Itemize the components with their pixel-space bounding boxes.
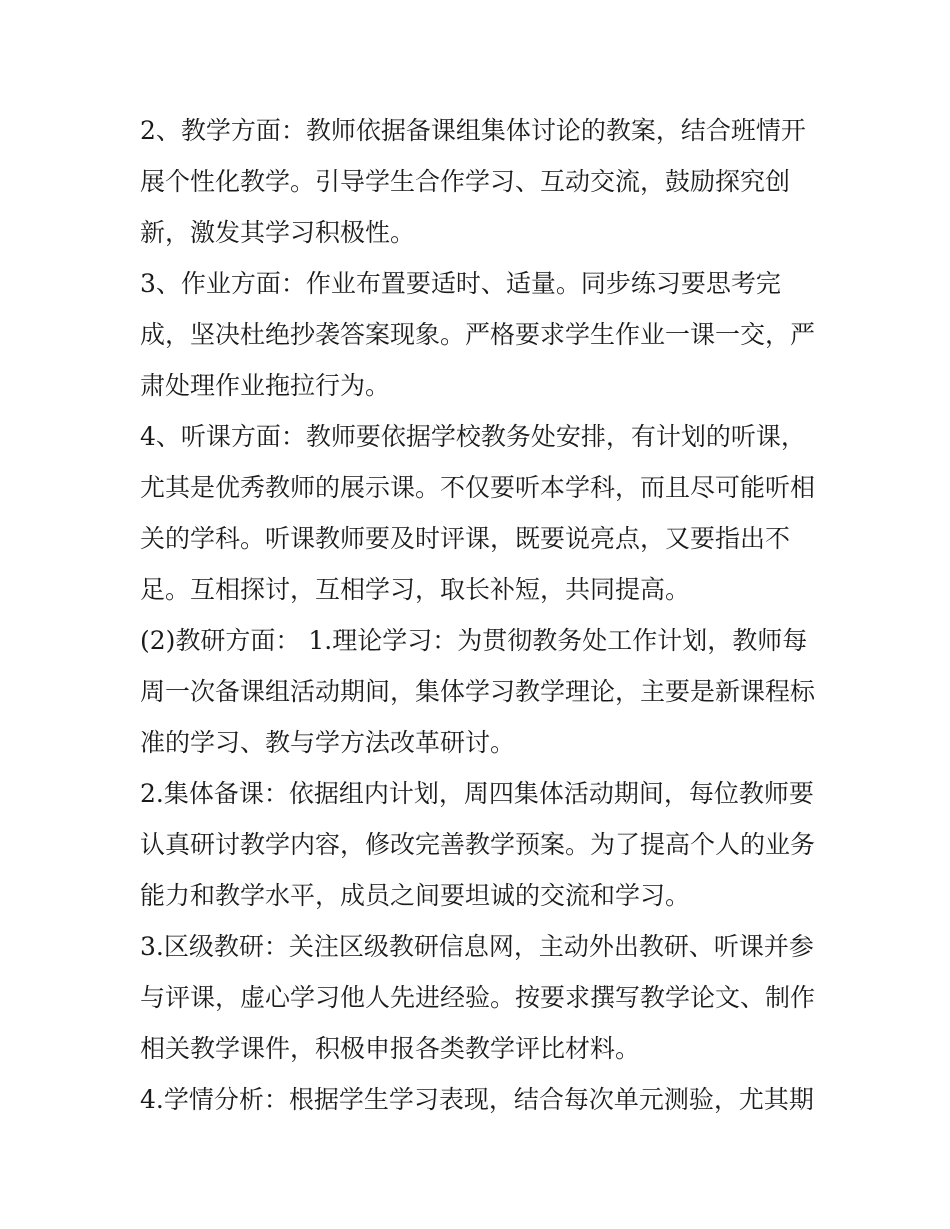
text-line: 新，激发其学习积极性。 — [140, 218, 416, 247]
text-line: 能力和教学水平，成员之间要坦诚的交流和学习。 — [140, 881, 691, 910]
document-body — [140, 105, 820, 1125]
text-line: 2、教学方面：教师依据备课组集体讨论的教案，结合班情开 — [140, 116, 806, 145]
text-line: 认真研讨教学内容，修改完善教学预案。为了提高个人的业务 — [140, 830, 816, 859]
text-line: 4.学情分析：根据学生学习表现，结合每次单元测验，尤其期 — [140, 1085, 814, 1114]
text-line: 相关教学课件，积极申报各类教学评比材料。 — [140, 1034, 641, 1063]
text-line: 尤其是优秀教师的展示课。不仅要听本学科，而且尽可能听相 — [140, 473, 816, 502]
text-line: 成，坚决杜绝抄袭答案现象。严格要求学生作业一课一交，严 — [140, 320, 816, 349]
text-line: 关的学科。听课教师要及时评课，既要说亮点，又要指出不 — [140, 524, 791, 553]
text-line: 足。互相探讨，互相学习，取长补短，共同提高。 — [140, 575, 691, 604]
text-line: 3、作业方面：作业布置要适时、适量。同步练习要思考完 — [140, 269, 781, 298]
text-line: 4、听课方面：教师要依据学校教务处安排，有计划的听课， — [140, 422, 806, 451]
text-line: 与评课，虚心学习他人先进经验。按要求撰写教学论文、制作 — [140, 983, 816, 1012]
text-line: 2.集体备课：依据组内计划，周四集体活动期间，每位教师要 — [140, 779, 814, 808]
text-line: 3.区级教研：关注区级教研信息网，主动外出教研、听课并参 — [140, 932, 814, 961]
text-line: (2)教研方面： 1.理论学习：为贯彻教务处工作计划，教师每 — [140, 626, 808, 655]
text-line: 肃处理作业拖拉行为。 — [140, 371, 391, 400]
text-line: 展个性化教学。引导学生合作学习、互动交流，鼓励探究创 — [140, 167, 791, 196]
text-line: 周一次备课组活动期间，集体学习教学理论，主要是新课程标 — [140, 677, 816, 706]
text-line: 准的学习、教与学方法改革研讨。 — [140, 728, 516, 757]
